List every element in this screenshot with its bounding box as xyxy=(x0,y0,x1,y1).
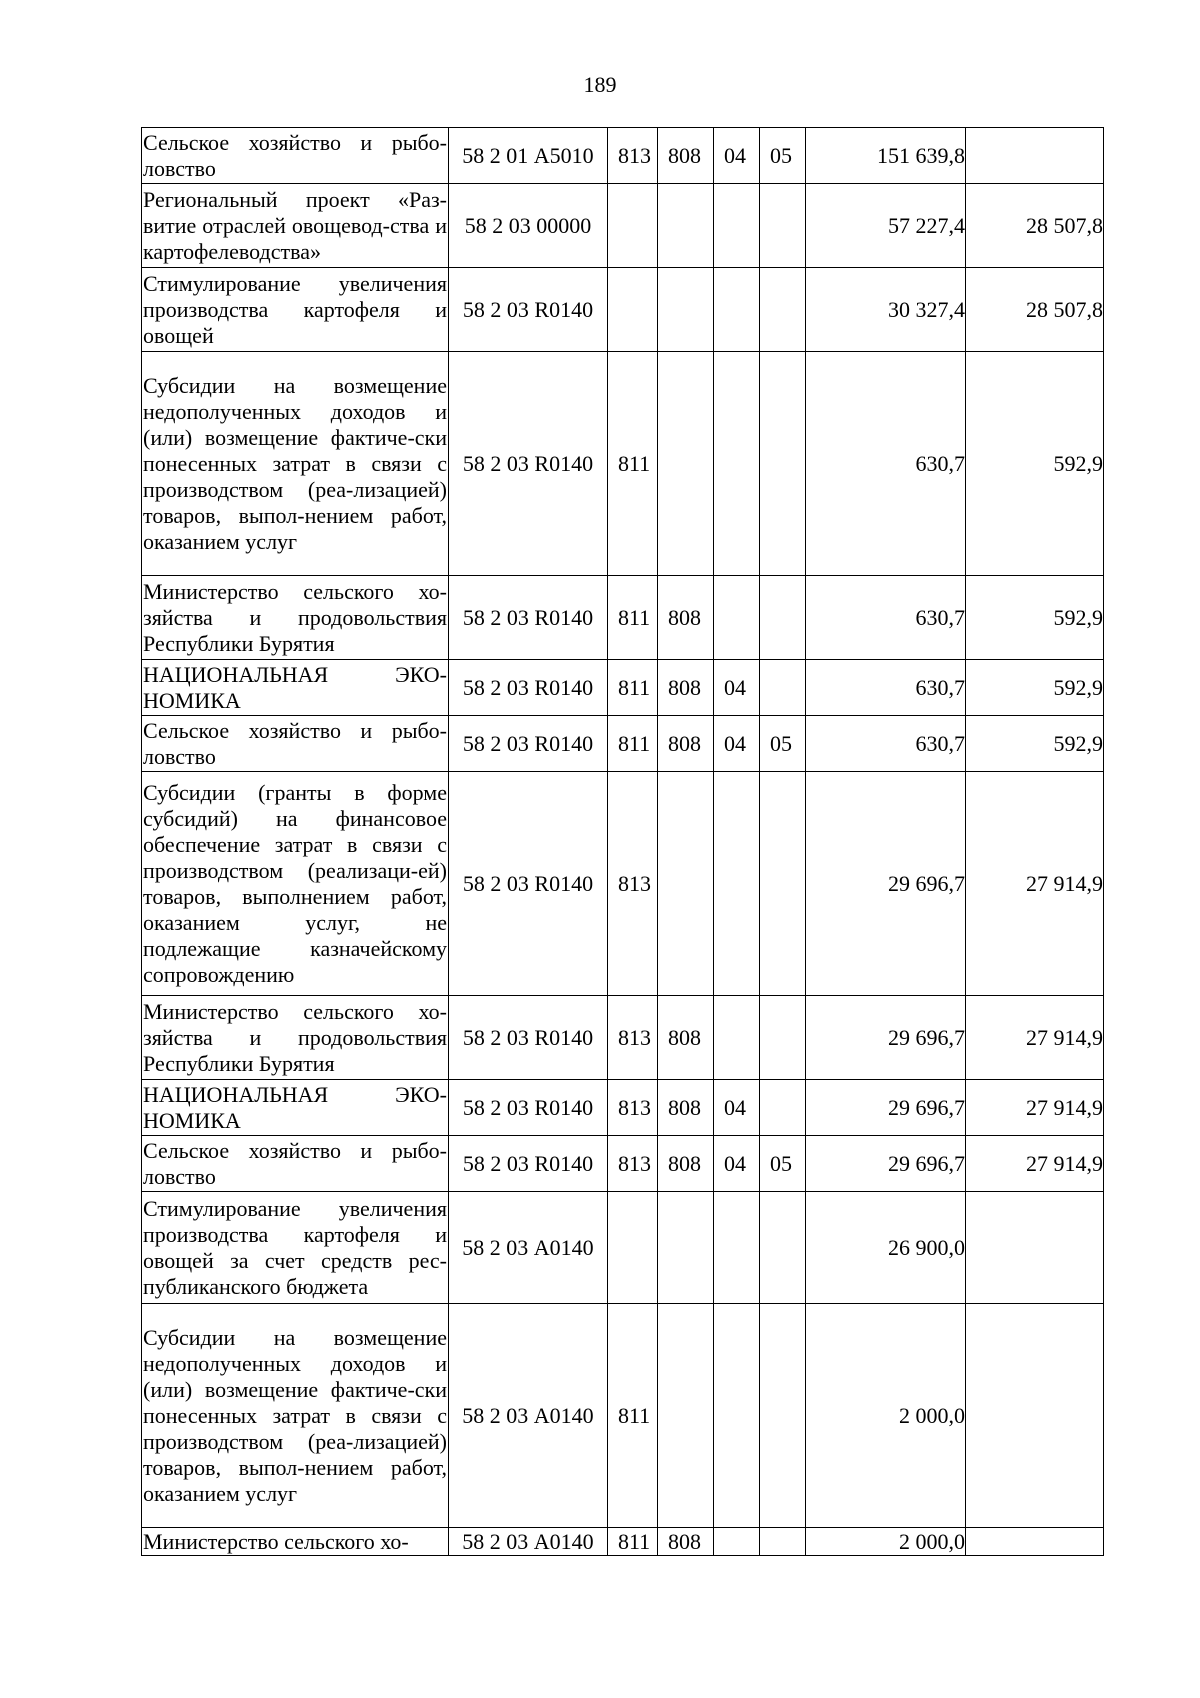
amount-second: 592,9 xyxy=(966,660,1104,716)
table-row xyxy=(142,772,1104,996)
section-code xyxy=(714,1192,760,1304)
expense-type: 813 xyxy=(608,1136,658,1192)
subsection-code xyxy=(760,1192,806,1304)
row-name: Региональный проект «Раз-витие отраслей овощевод-ства и картофелеводства» xyxy=(142,184,449,268)
amount-second: 28 507,8 xyxy=(966,268,1104,352)
section-code xyxy=(714,576,760,660)
row-name: НАЦИОНАЛЬНАЯ ЭКО-НОМИКА xyxy=(142,660,449,716)
amount-second: 592,9 xyxy=(966,352,1104,576)
section-code: 04 xyxy=(714,716,760,772)
section-code xyxy=(714,268,760,352)
table-row xyxy=(142,268,1104,352)
amount-second xyxy=(966,1528,1104,1556)
ministry-code xyxy=(658,184,714,268)
amount-second: 27 914,9 xyxy=(966,996,1104,1080)
target-code: 58 2 03 R0140 xyxy=(449,772,608,996)
row-name: Субсидии на возмещение недополученных доходов и (или) возмещение фактиче-ски понесенных затрат в связи с производством (реа-лизацией) товаров, выпол-нением работ, оказанием услуг xyxy=(142,1304,449,1528)
row-name: Министерство сельского хо-зяйства и продовольствия Республики Бурятия xyxy=(142,576,449,660)
subsection-code: 05 xyxy=(760,128,806,184)
expense-type: 811 xyxy=(608,352,658,576)
amount-second: 27 914,9 xyxy=(966,772,1104,996)
table-body xyxy=(142,128,1104,1556)
table-row xyxy=(142,1080,1104,1136)
section-code xyxy=(714,996,760,1080)
subsection-code xyxy=(760,1528,806,1556)
ministry-code: 808 xyxy=(658,716,714,772)
subsection-code xyxy=(760,352,806,576)
section-code xyxy=(714,1528,760,1556)
ministry-code xyxy=(658,772,714,996)
amount-first: 630,7 xyxy=(806,576,966,660)
amount-second: 27 914,9 xyxy=(966,1136,1104,1192)
amount-first: 26 900,0 xyxy=(806,1192,966,1304)
section-code: 04 xyxy=(714,128,760,184)
ministry-code: 808 xyxy=(658,128,714,184)
page-number: 189 xyxy=(583,72,617,97)
amount-first: 57 227,4 xyxy=(806,184,966,268)
amount-second: 592,9 xyxy=(966,576,1104,660)
table-row xyxy=(142,996,1104,1080)
section-code: 04 xyxy=(714,1136,760,1192)
target-code: 58 2 03 R0140 xyxy=(449,716,608,772)
budget-table xyxy=(141,127,1104,1556)
row-name: Субсидии на возмещение недополученных доходов и (или) возмещение фактиче-ски понесенных затрат в связи с производством (реа-лизацией) товаров, выпол-нением работ, оказанием услуг xyxy=(142,352,449,576)
ministry-code xyxy=(658,268,714,352)
row-name: НАЦИОНАЛЬНАЯ ЭКО-НОМИКА xyxy=(142,1080,449,1136)
ministry-code xyxy=(658,1304,714,1528)
amount-second: 592,9 xyxy=(966,716,1104,772)
ministry-code: 808 xyxy=(658,1528,714,1556)
ministry-code: 808 xyxy=(658,576,714,660)
subsection-code xyxy=(760,1304,806,1528)
amount-first: 2 000,0 xyxy=(806,1304,966,1528)
amount-first: 29 696,7 xyxy=(806,772,966,996)
table-row xyxy=(142,660,1104,716)
section-code xyxy=(714,772,760,996)
expense-type: 813 xyxy=(608,128,658,184)
table-row xyxy=(142,352,1104,576)
ministry-code xyxy=(658,352,714,576)
target-code: 58 2 03 R0140 xyxy=(449,268,608,352)
expense-type xyxy=(608,184,658,268)
expense-type: 811 xyxy=(608,576,658,660)
ministry-code: 808 xyxy=(658,660,714,716)
target-code: 58 2 03 R0140 xyxy=(449,352,608,576)
ministry-code: 808 xyxy=(658,996,714,1080)
table-row xyxy=(142,716,1104,772)
table-row xyxy=(142,1528,1104,1556)
amount-first: 151 639,8 xyxy=(806,128,966,184)
expense-type xyxy=(608,268,658,352)
amount-first: 30 327,4 xyxy=(806,268,966,352)
table-row xyxy=(142,1304,1104,1528)
subsection-code xyxy=(760,576,806,660)
row-name: Сельское хозяйство и рыбо-ловство xyxy=(142,716,449,772)
amount-first: 630,7 xyxy=(806,716,966,772)
expense-type: 811 xyxy=(608,1304,658,1528)
target-code: 58 2 03 R0140 xyxy=(449,660,608,716)
amount-first: 29 696,7 xyxy=(806,1136,966,1192)
subsection-code xyxy=(760,268,806,352)
target-code: 58 2 01 А5010 xyxy=(449,128,608,184)
expense-type xyxy=(608,1192,658,1304)
expense-type: 811 xyxy=(608,1528,658,1556)
table-row xyxy=(142,576,1104,660)
subsection-code xyxy=(760,1080,806,1136)
table-row xyxy=(142,184,1104,268)
amount-second xyxy=(966,128,1104,184)
section-code xyxy=(714,184,760,268)
amount-second xyxy=(966,1192,1104,1304)
row-name: Сельское хозяйство и рыбо-ловство xyxy=(142,1136,449,1192)
table-row xyxy=(142,1192,1104,1304)
amount-second: 28 507,8 xyxy=(966,184,1104,268)
section-code xyxy=(714,352,760,576)
table-row xyxy=(142,1136,1104,1192)
row-name: Министерство сельского хо- xyxy=(142,1528,449,1556)
amount-first: 29 696,7 xyxy=(806,996,966,1080)
target-code: 58 2 03 А0140 xyxy=(449,1304,608,1528)
ministry-code xyxy=(658,1192,714,1304)
amount-first: 29 696,7 xyxy=(806,1080,966,1136)
subsection-code: 05 xyxy=(760,1136,806,1192)
target-code: 58 2 03 00000 xyxy=(449,184,608,268)
row-name: Стимулирование увеличения производства картофеля и овощей за счет средств рес-публиканского бюджета xyxy=(142,1192,449,1304)
ministry-code: 808 xyxy=(658,1136,714,1192)
expense-type: 813 xyxy=(608,772,658,996)
amount-first: 630,7 xyxy=(806,352,966,576)
target-code: 58 2 03 R0140 xyxy=(449,576,608,660)
amount-first: 630,7 xyxy=(806,660,966,716)
subsection-code xyxy=(760,996,806,1080)
section-code: 04 xyxy=(714,660,760,716)
section-code xyxy=(714,1304,760,1528)
amount-first: 2 000,0 xyxy=(806,1528,966,1556)
amount-second: 27 914,9 xyxy=(966,1080,1104,1136)
subsection-code xyxy=(760,660,806,716)
target-code: 58 2 03 А0140 xyxy=(449,1528,608,1556)
subsection-code xyxy=(760,184,806,268)
row-name: Субсидии (гранты в форме субсидий) на финансовое обеспечение затрат в связи с производством (реализаци-ей) товаров, выполнением работ, оказанием услуг, не подлежащие казначейскому сопровождению xyxy=(142,772,449,996)
target-code: 58 2 03 R0140 xyxy=(449,1136,608,1192)
ministry-code: 808 xyxy=(658,1080,714,1136)
target-code: 58 2 03 R0140 xyxy=(449,1080,608,1136)
target-code: 58 2 03 R0140 xyxy=(449,996,608,1080)
section-code: 04 xyxy=(714,1080,760,1136)
target-code: 58 2 03 А0140 xyxy=(449,1192,608,1304)
expense-type: 811 xyxy=(608,716,658,772)
table-row xyxy=(142,128,1104,184)
row-name: Стимулирование увеличения производства картофеля и овощей xyxy=(142,268,449,352)
expense-type: 813 xyxy=(608,996,658,1080)
row-name: Министерство сельского хо-зяйства и продовольствия Республики Бурятия xyxy=(142,996,449,1080)
subsection-code: 05 xyxy=(760,716,806,772)
expense-type: 813 xyxy=(608,1080,658,1136)
row-name: Сельское хозяйство и рыбо-ловство xyxy=(142,128,449,184)
expense-type: 811 xyxy=(608,660,658,716)
amount-second xyxy=(966,1304,1104,1528)
subsection-code xyxy=(760,772,806,996)
